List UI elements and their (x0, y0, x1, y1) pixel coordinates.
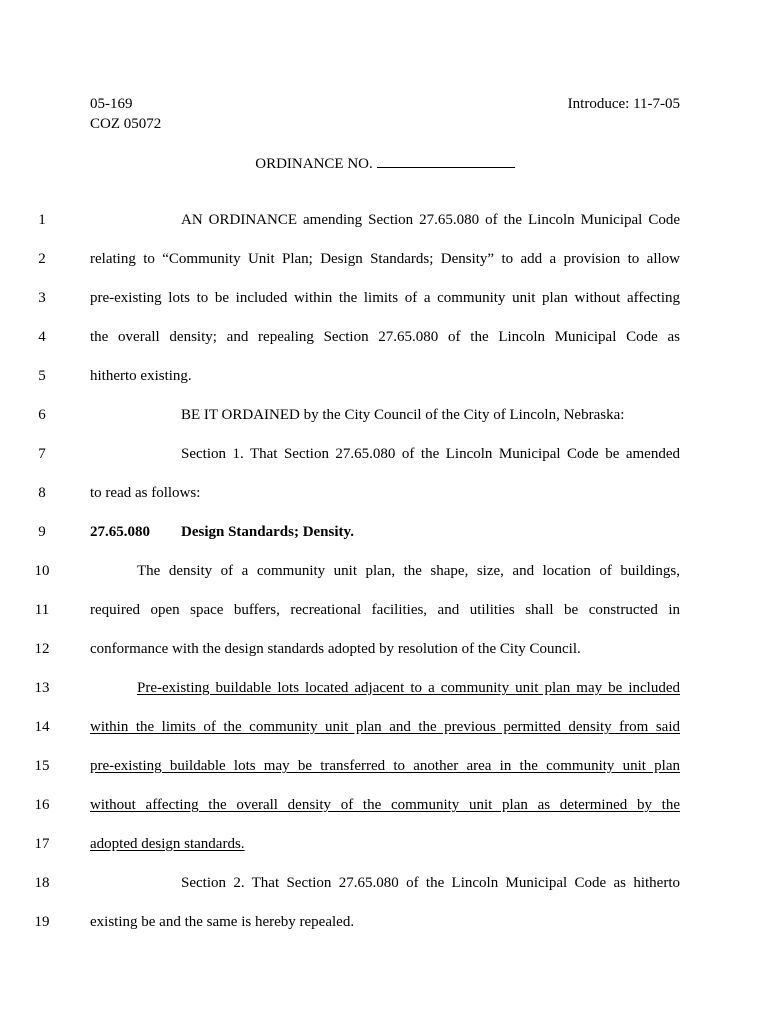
line-number: 15 (34, 758, 50, 774)
line-text: Section 1. That Section 27.65.080 of the Lincoln Municipal Code be amended (181, 446, 680, 462)
line-number: 3 (38, 290, 46, 306)
line-text: required open space buffers, recreational facilities, and utilities shall be constructed in (90, 602, 680, 618)
numbered-line (0, 327, 770, 347)
inserted-line-text: within the limits of the community unit plan and the previous permitted density from said (90, 719, 680, 735)
line-text: AN ORDINANCE amending Section 27.65.080 of the Lincoln Municipal Code (181, 212, 680, 228)
inserted-line-text: adopted design standards. (90, 836, 245, 852)
inserted-line-text: Pre-existing buildable lots located adjacent to a community unit plan may be included (137, 680, 680, 696)
ordinance-label: ORDINANCE NO. (255, 156, 373, 172)
numbered-line (0, 483, 770, 503)
line-number: 10 (34, 563, 50, 579)
numbered-line (0, 249, 770, 269)
numbered-line (0, 561, 770, 581)
line-number: 1 (38, 212, 46, 228)
line-text: existing be and the same is hereby repealed. (90, 914, 355, 930)
numbered-line (0, 756, 770, 776)
line-number: 5 (38, 368, 46, 384)
line-text: relating to “Community Unit Plan; Design Standards; Density” to add a provision to allow (90, 251, 680, 267)
numbered-line (0, 600, 770, 620)
numbered-line (0, 522, 770, 542)
line-number: 6 (38, 407, 46, 423)
numbered-line (0, 834, 770, 854)
introduced-date: Introduce: 11-7-05 (567, 96, 680, 112)
numbered-line (0, 405, 770, 425)
doc-number: 05-169 (90, 96, 133, 112)
line-number: 13 (34, 680, 50, 696)
line-text: The density of a community unit plan, the shape, size, and location of buildings, (137, 563, 680, 579)
numbered-line (0, 873, 770, 893)
line-number: 16 (34, 797, 50, 813)
line-number: 18 (34, 875, 50, 891)
numbered-line (0, 210, 770, 230)
numbered-line (0, 717, 770, 737)
numbered-line (0, 795, 770, 815)
line-text: Section 2. That Section 27.65.080 of the Lincoln Municipal Code as hitherto (181, 875, 680, 891)
line-number: 9 (38, 524, 46, 540)
ordinance-number-blank (377, 152, 515, 168)
line-text: to read as follows: (90, 485, 201, 501)
section-number: 27.65.080 (90, 524, 150, 540)
numbered-line (0, 639, 770, 659)
line-number: 4 (38, 329, 46, 345)
line-number: 11 (34, 602, 50, 618)
line-number: 19 (34, 914, 50, 930)
line-text: hitherto existing. (90, 368, 192, 384)
numbered-line (0, 678, 770, 698)
line-text: the overall density; and repealing Section 27.65.080 of the Lincoln Municipal Code as (90, 329, 680, 345)
line-number: 14 (34, 719, 50, 735)
line-text: BE IT ORDAINED by the City Council of the City of Lincoln, Nebraska: (181, 407, 625, 423)
section-title: Design Standards; Density. (181, 524, 354, 540)
ordinance-title (0, 152, 770, 174)
line-number: 8 (38, 485, 46, 501)
line-text: conformance with the design standards adopted by resolution of the City Council. (90, 641, 581, 657)
section-heading (90, 522, 680, 542)
numbered-line (0, 444, 770, 464)
line-text: pre-existing lots to be included within the limits of a community unit plan without affecting (90, 290, 680, 306)
numbered-line (0, 366, 770, 386)
line-number: 7 (38, 446, 46, 462)
line-number: 2 (38, 251, 46, 267)
inserted-line-text: without affecting the overall density of the community unit plan as determined by the (90, 797, 680, 813)
line-number: 17 (34, 836, 50, 852)
numbered-line (0, 288, 770, 308)
inserted-line-text: pre-existing buildable lots may be transferred to another area in the community unit plan (90, 758, 680, 774)
header-left (90, 94, 161, 134)
numbered-line (0, 912, 770, 932)
coz-number: COZ 05072 (90, 116, 162, 132)
line-number: 12 (34, 641, 50, 657)
